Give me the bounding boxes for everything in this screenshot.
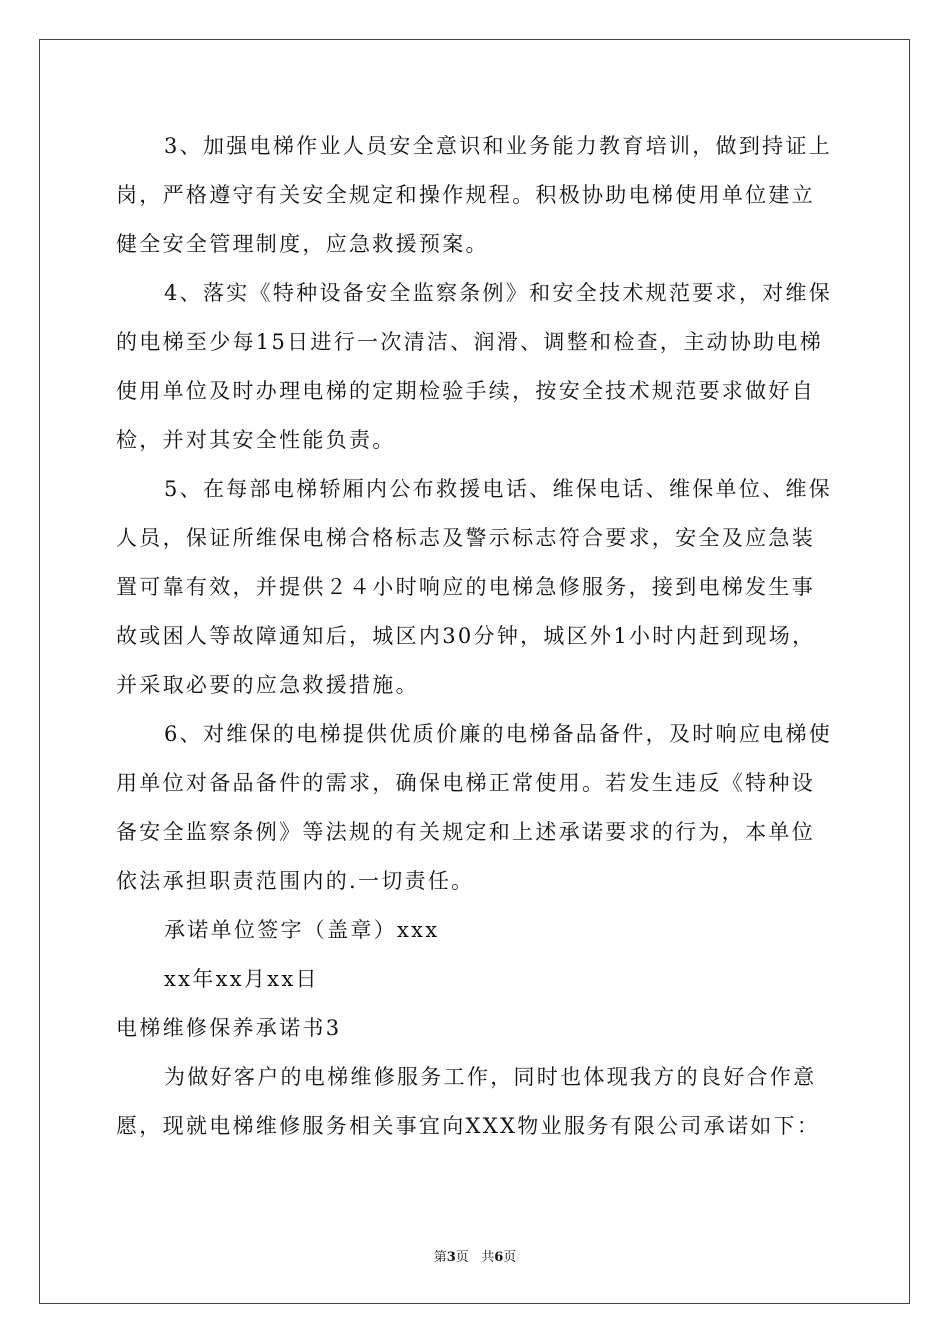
page-number: 3	[446, 1250, 456, 1265]
total-prefix: 共	[481, 1250, 495, 1265]
page-suffix: 页	[455, 1250, 469, 1265]
intro-paragraph: 为做好客户的电梯维修服务工作，同时也体现我方的良好合作意愿，现就电梯维修服务相关事宜向XXX物业服务有限公司承诺如下：	[116, 1065, 821, 1138]
page-prefix: 第	[433, 1250, 447, 1265]
signature-line: 承诺单位签字（盖章）xxx	[164, 918, 440, 942]
page-footer	[0, 1246, 950, 1265]
date-line: xx年xx月xx日	[164, 967, 319, 991]
section-title: 电梯维修保养承诺书3	[116, 1016, 342, 1040]
paragraph-4: 4、落实《特种设备安全监察条例》和安全技术规范要求，对维保的电梯至少每15日进行一次清洁、润滑、调整和检查，主动协助电梯使用单位及时办理电梯的定期检验手续，按安全技术规范要求做好自检，并对其安全性能负责。	[116, 281, 833, 452]
paragraph-5: 5、在每部电梯轿厢内公布救援电话、维保电话、维保单位、维保人员，保证所维保电梯合格标志及警示标志符合要求，安全及应急装置可靠有效，并提供２４小时响应的电梯急修服务，接到电梯发生事故或困人等故障通知后，城区内30分钟，城区外1小时内赶到现场，并采取必要的应急救援措施。	[116, 477, 833, 697]
document-body	[116, 122, 836, 1151]
paragraph-6: 6、对维保的电梯提供优质价廉的电梯备品备件，及时响应电梯使用单位对备品备件的需求，确保电梯正常使用。若发生违反《特种设备安全监察条例》等法规的有关规定和上述承诺要求的行为，本单位依法承担职责范围内的.一切责任。	[116, 722, 833, 893]
paragraph-3: 3、加强电梯作业人员安全意识和业务能力教育培训，做到持证上岗，严格遵守有关安全规定和操作规程。积极协助电梯使用单位建立健全安全管理制度，应急救援预案。	[116, 134, 833, 256]
total-suffix: 页	[503, 1250, 517, 1265]
total-pages: 6	[494, 1250, 504, 1265]
